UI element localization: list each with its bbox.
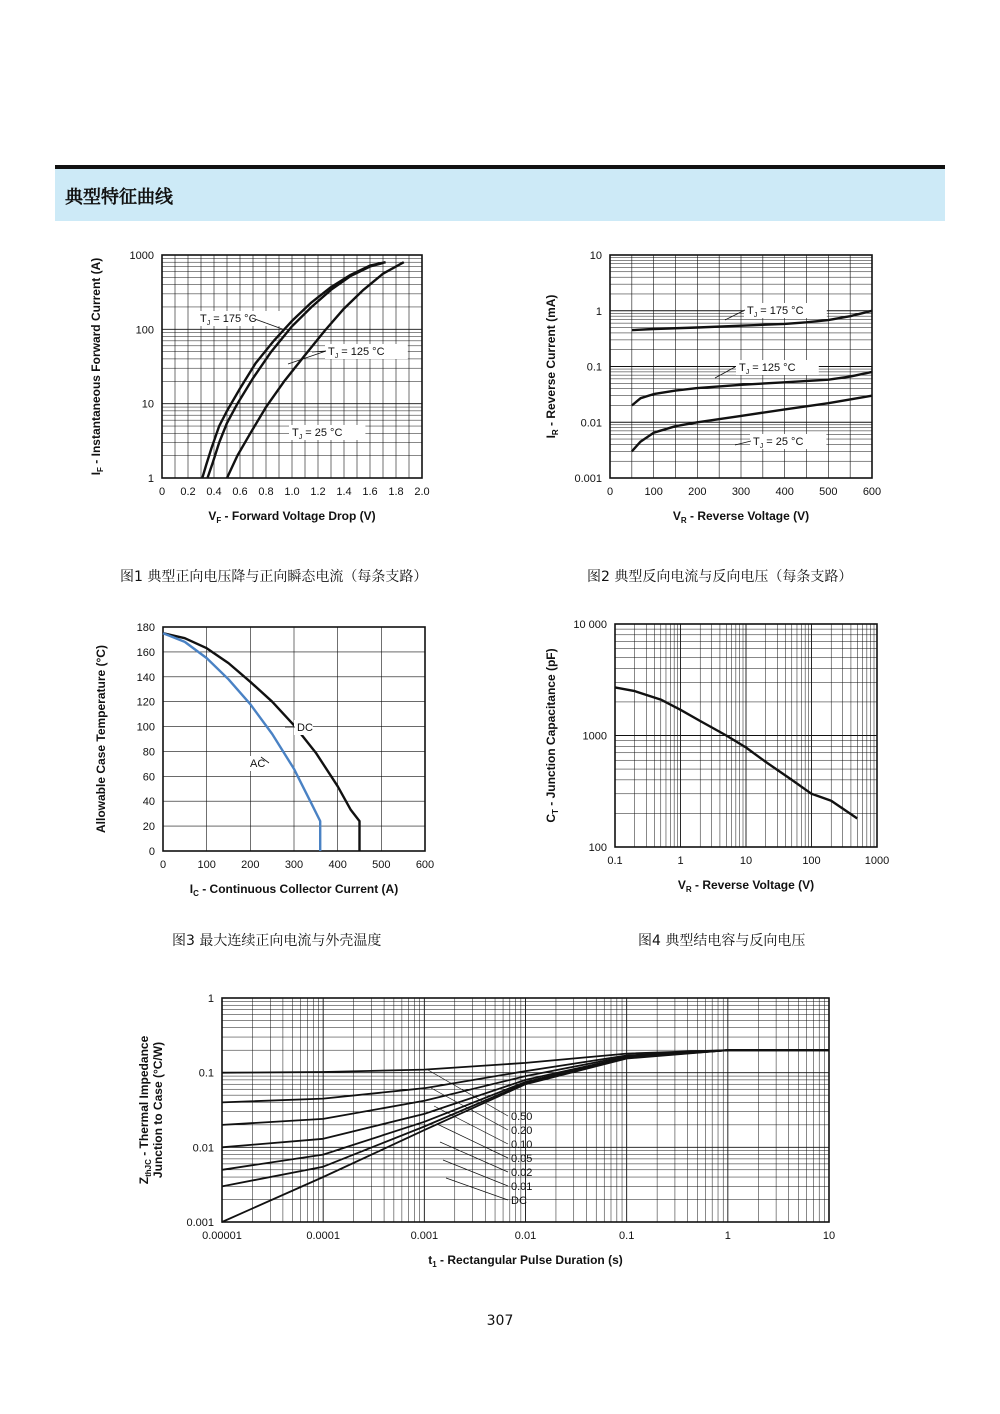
- y-tick-label: 100: [588, 842, 607, 854]
- legend-entry: 0.02: [511, 1167, 533, 1179]
- label-leader: [715, 367, 735, 378]
- series-label: AC: [250, 758, 266, 770]
- x-tick-label: 1.6: [362, 486, 378, 498]
- x-tick-label: 0.8: [258, 486, 274, 498]
- series-line-DC: [163, 633, 360, 851]
- y-tick-label: 160: [136, 646, 155, 659]
- grid: [163, 627, 425, 851]
- legend-entry: 0.01: [511, 1181, 533, 1193]
- x-axis-label: $I_C$ - Continuous Collector Current (A): [189, 882, 399, 898]
- y-tick-label: 1: [595, 305, 602, 318]
- y-tick-label: 20: [142, 821, 155, 834]
- x-axis-label: $V_R$ - Reverse Voltage (V): [672, 509, 810, 525]
- x-tick-label: 0.01: [514, 1230, 537, 1242]
- chart-reverse-current: [535, 240, 905, 540]
- x-tick-label: 500: [372, 859, 391, 871]
- y-tick-label: 100: [135, 324, 154, 337]
- x-axis-label: $V_F$ - Forward Voltage Drop (V): [208, 509, 376, 525]
- x-tick-label: 0.2: [180, 486, 196, 498]
- x-tick-label: 1: [677, 855, 684, 867]
- chart-forward-voltage: [80, 240, 450, 540]
- x-tick-label: 400: [775, 486, 794, 498]
- series-label: $T_J = 25$ °C: [753, 436, 804, 450]
- x-tick-label: 600: [862, 486, 882, 498]
- x-tick-label: 0.4: [206, 486, 222, 498]
- legend-leader: [446, 1178, 508, 1200]
- x-tick-label: 2.0: [414, 486, 430, 498]
- y-tick-label: 0.01: [192, 1142, 214, 1155]
- label-leader: [725, 310, 745, 320]
- y-axis-label: Allowable Case Temperature (°C): [94, 645, 108, 833]
- x-tick-label: 500: [819, 486, 838, 498]
- legend-entry: 0.50: [511, 1111, 533, 1123]
- y-tick-label: 0: [148, 846, 155, 858]
- y-tick-label: 1000: [129, 250, 154, 262]
- x-tick-label: 1.8: [388, 486, 404, 498]
- y-axis-label: $I_F$ - Instantaneous Forward Current (A): [89, 257, 105, 476]
- legend-entry: 0.05: [511, 1153, 533, 1165]
- x-tick-label: 0: [158, 486, 166, 498]
- y-tick-label: 10: [589, 250, 602, 262]
- x-tick-label: 200: [241, 859, 260, 871]
- series-label: $T_J = 125$ °C: [739, 362, 796, 376]
- section-banner: [55, 169, 945, 221]
- legend-entry: DC: [511, 1195, 527, 1207]
- x-tick-label: 1000: [864, 855, 890, 867]
- y-tick-label: 140: [136, 671, 155, 684]
- y-tick-label: 60: [142, 771, 155, 784]
- chart-case-temperature: [85, 615, 455, 910]
- y-tick-label: 1: [207, 993, 214, 1005]
- x-tick-label: 0: [606, 486, 614, 498]
- y-tick-label: 0.001: [186, 1217, 214, 1229]
- x-tick-label: 100: [197, 859, 216, 871]
- y-tick-label: 80: [142, 746, 155, 759]
- x-axis-label: $t_1$ - Rectangular Pulse Duration (s): [428, 1253, 623, 1269]
- legend-leader: [440, 1142, 508, 1172]
- caption-fig2: 图2 典型反向电流与反向电压（每条支路）: [587, 569, 853, 585]
- series-label: $T_J = 125$ °C: [328, 346, 385, 360]
- y-tick-label: 0.1: [586, 361, 602, 374]
- y-tick-label: 120: [136, 696, 155, 709]
- x-tick-label: 300: [731, 486, 751, 498]
- x-tick-label: 1.2: [310, 486, 326, 498]
- legend-entry: 0.10: [511, 1139, 533, 1151]
- x-tick-label: 1: [724, 1230, 731, 1242]
- series-label: $T_J = 175$ °C: [747, 305, 804, 319]
- y-axis-label: $C_T$ - Junction Capacitance (pF): [544, 648, 560, 823]
- y-tick-label: 0.001: [574, 473, 602, 485]
- series-line-T-J-25-C: [227, 262, 404, 478]
- y-tick-label: 10 000: [573, 619, 607, 631]
- x-tick-label: 100: [802, 855, 821, 867]
- y-tick-label: 0.01: [580, 417, 602, 430]
- series-label: $T_J = 175$ °C: [200, 313, 257, 327]
- series-line-AC: [163, 633, 320, 851]
- y-tick-label: 40: [142, 796, 155, 809]
- x-tick-label: 10: [739, 855, 753, 867]
- x-tick-label: 0.6: [232, 486, 248, 498]
- x-tick-label: 1.4: [336, 486, 352, 498]
- x-tick-label: 0.0001: [306, 1230, 340, 1242]
- chart-thermal-impedance: [130, 985, 860, 1270]
- y-tick-label: 0.1: [198, 1067, 214, 1080]
- x-tick-label: 10: [822, 1230, 836, 1242]
- y-axis-label: $I_R$ - Reverse Current (mA): [544, 294, 560, 439]
- y-tick-label: 10: [141, 398, 154, 411]
- page-number: 307: [486, 1313, 514, 1329]
- x-tick-label: 300: [284, 859, 304, 871]
- x-tick-label: 0.1: [619, 1230, 635, 1242]
- chart-junction-capacitance: [535, 610, 905, 910]
- y-axis-label: $Z_{thJC}$ - Thermal Impedance: [137, 1035, 153, 1185]
- y-tick-label: 100: [136, 721, 155, 734]
- x-tick-label: 1.0: [284, 486, 300, 498]
- section-title: 典型特征曲线: [65, 187, 173, 208]
- y-axis-label-line2: Junction to Case (°C/W): [151, 1041, 165, 1179]
- x-axis-label: $V_R$ - Reverse Voltage (V): [677, 878, 815, 894]
- x-tick-label: 200: [688, 486, 707, 498]
- legend-entry: 0.20: [511, 1125, 533, 1137]
- x-tick-label: 100: [644, 486, 663, 498]
- caption-fig1: 图1 典型正向电压降与正向瞬态电流（每条支路）: [120, 569, 428, 585]
- x-tick-label: 400: [328, 859, 347, 871]
- caption-fig3: 图3 最大连续正向电流与外壳温度: [172, 933, 382, 949]
- y-tick-label: 1000: [582, 730, 607, 743]
- x-tick-label: 600: [415, 859, 435, 871]
- y-tick-label: 180: [136, 622, 155, 634]
- x-tick-label: 0.1: [607, 855, 623, 867]
- x-tick-label: 0.001: [410, 1230, 439, 1242]
- caption-fig4: 图4 典型结电容与反向电压: [638, 933, 806, 949]
- series-label: DC: [297, 722, 313, 734]
- y-tick-label: 1: [147, 473, 154, 485]
- series-label: $T_J = 25$ °C: [292, 427, 343, 441]
- grid: [615, 624, 877, 847]
- x-tick-label: 0: [159, 859, 167, 871]
- x-tick-label: 0.00001: [202, 1230, 242, 1242]
- grid: [162, 255, 422, 478]
